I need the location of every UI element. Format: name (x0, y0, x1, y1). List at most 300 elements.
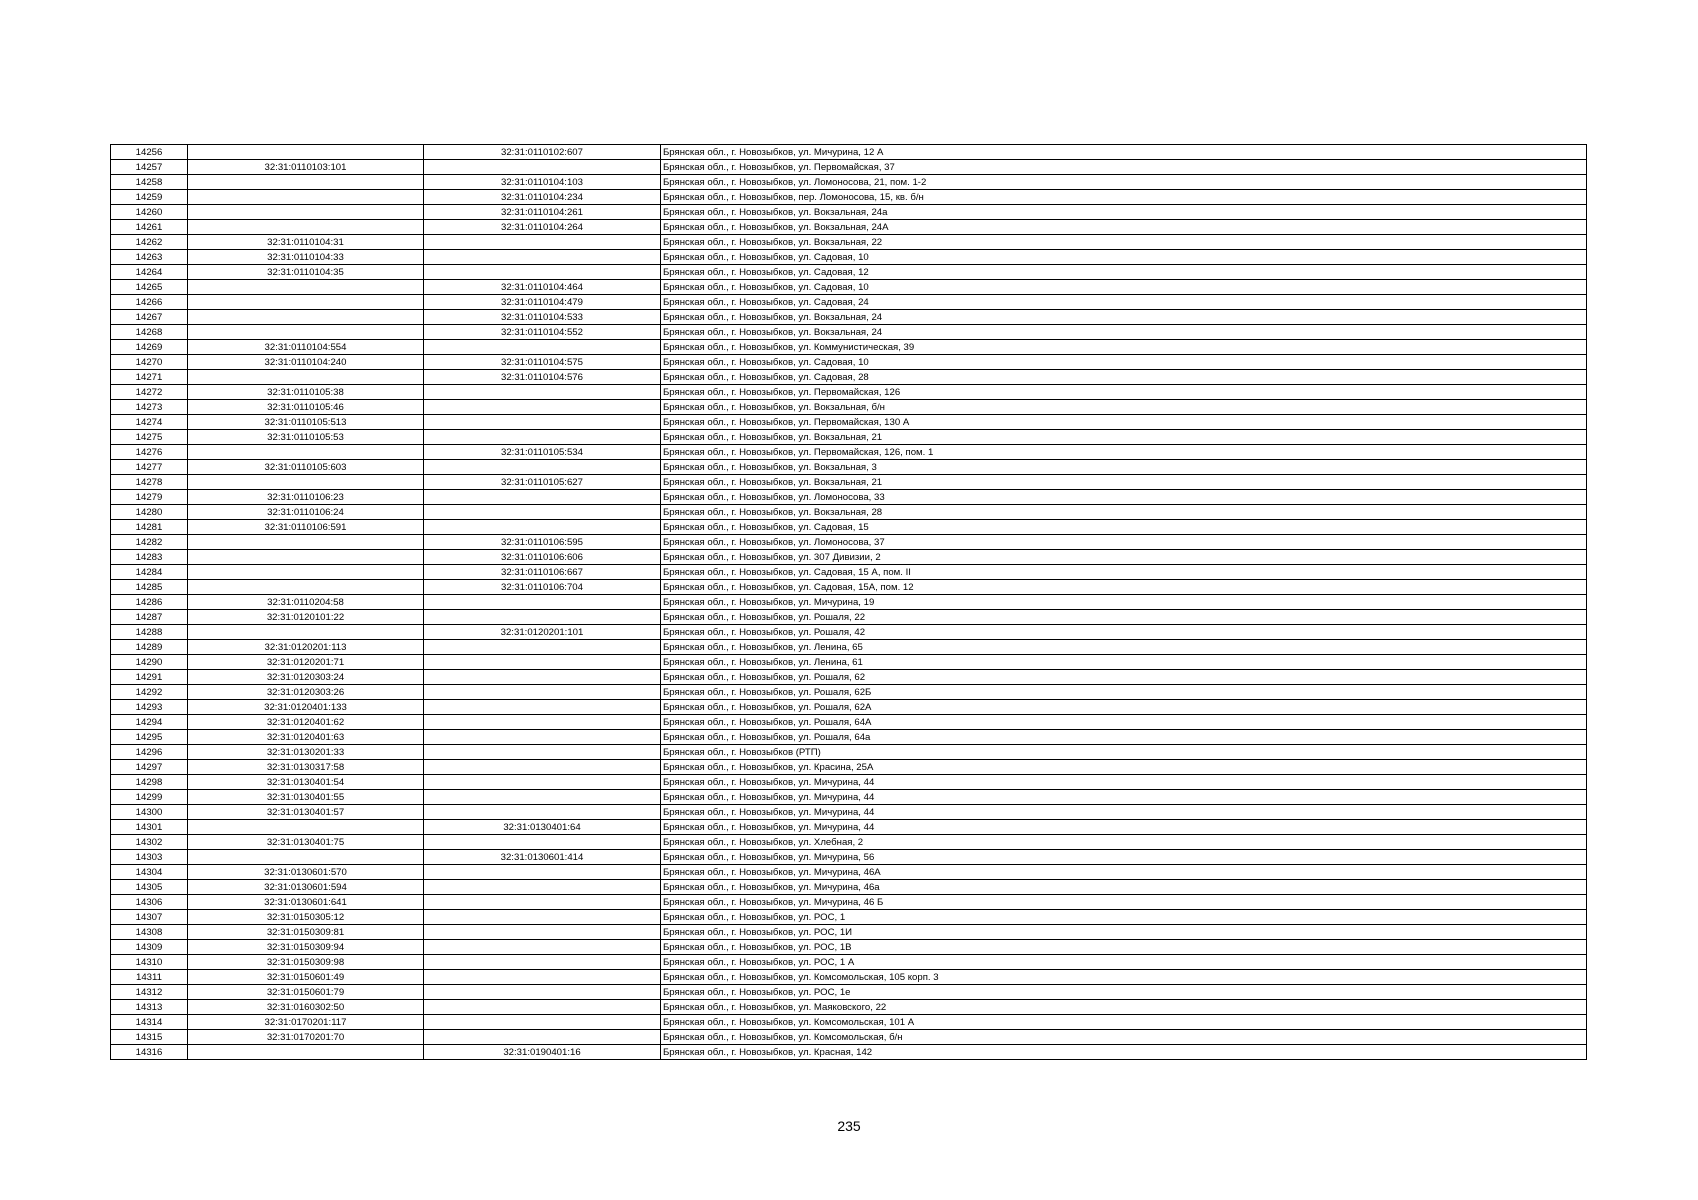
address-cell: Брянская обл., г. Новозыбков, ул. Рошаля, 62Б (661, 685, 1587, 700)
table-row (111, 535, 1587, 550)
cadastral-number-cell (188, 565, 424, 580)
address-cell: Брянская обл., г. Новозыбков, ул. 307 Дивизии, 2 (661, 550, 1587, 565)
table-row (111, 1030, 1587, 1045)
row-number-cell: 14304 (111, 865, 188, 880)
registry-table (110, 144, 1587, 1060)
row-number-cell: 14313 (111, 1000, 188, 1015)
cadastral-number-alt-cell (424, 760, 661, 775)
cadastral-number-cell: 32:31:0120201:71 (188, 655, 424, 670)
cadastral-number-cell: 32:31:0110103:101 (188, 160, 424, 175)
row-number-cell: 14278 (111, 475, 188, 490)
cadastral-number-cell: 32:31:0170201:70 (188, 1030, 424, 1045)
address-cell: Брянская обл., г. Новозыбков, ул. Вокзальная, 22 (661, 235, 1587, 250)
address-cell: Брянская обл., г. Новозыбков, ул. Вокзальная, 21 (661, 475, 1587, 490)
row-number-cell: 14277 (111, 460, 188, 475)
row-number-cell: 14301 (111, 820, 188, 835)
table-row (111, 310, 1587, 325)
address-cell: Брянская обл., г. Новозыбков, ул. Вокзальная, 24А (661, 220, 1587, 235)
table-row (111, 985, 1587, 1000)
cadastral-number-alt-cell (424, 895, 661, 910)
row-number-cell: 14302 (111, 835, 188, 850)
table-row (111, 655, 1587, 670)
cadastral-number-cell (188, 175, 424, 190)
cadastral-number-alt-cell: 32:31:0110104:533 (424, 310, 661, 325)
page-number: 235 (837, 1118, 861, 1134)
row-number-cell: 14283 (111, 550, 188, 565)
table-row (111, 595, 1587, 610)
address-cell: Брянская обл., г. Новозыбков, ул. Садовая, 15 А, пом. II (661, 565, 1587, 580)
address-cell: Брянская обл., г. Новозыбков, ул. Рошаля, 62 (661, 670, 1587, 685)
row-number-cell: 14290 (111, 655, 188, 670)
row-number-cell: 14288 (111, 625, 188, 640)
table-row (111, 445, 1587, 460)
row-number-cell: 14281 (111, 520, 188, 535)
table-row (111, 160, 1587, 175)
cadastral-number-alt-cell (424, 775, 661, 790)
row-number-cell: 14282 (111, 535, 188, 550)
cadastral-number-alt-cell (424, 520, 661, 535)
cadastral-number-alt-cell: 32:31:0110104:552 (424, 325, 661, 340)
address-cell: Брянская обл., г. Новозыбков, ул. Комсомольская, 101 А (661, 1015, 1587, 1030)
row-number-cell: 14285 (111, 580, 188, 595)
cadastral-number-cell: 32:31:0130601:594 (188, 880, 424, 895)
address-cell: Брянская обл., г. Новозыбков, ул. Комсомольская, 105 корп. 3 (661, 970, 1587, 985)
row-number-cell: 14270 (111, 355, 188, 370)
cadastral-number-alt-cell (424, 1030, 661, 1045)
table-row (111, 955, 1587, 970)
cadastral-number-cell (188, 625, 424, 640)
row-number-cell: 14275 (111, 430, 188, 445)
cadastral-number-alt-cell (424, 430, 661, 445)
row-number-cell: 14280 (111, 505, 188, 520)
row-number-cell: 14311 (111, 970, 188, 985)
table-row (111, 910, 1587, 925)
table-row (111, 340, 1587, 355)
row-number-cell: 14256 (111, 145, 188, 160)
address-cell: Брянская обл., г. Новозыбков, ул. Ломоносова, 33 (661, 490, 1587, 505)
table-row (111, 430, 1587, 445)
row-number-cell: 14260 (111, 205, 188, 220)
address-cell: Брянская обл., г. Новозыбков, ул. Красная, 142 (661, 1045, 1587, 1060)
cadastral-number-alt-cell: 32:31:0110106:704 (424, 580, 661, 595)
address-cell: Брянская обл., г. Новозыбков, ул. Вокзальная, 24а (661, 205, 1587, 220)
address-cell: Брянская обл., г. Новозыбков, ул. Первомайская, 126 (661, 385, 1587, 400)
cadastral-number-cell (188, 295, 424, 310)
cadastral-number-alt-cell (424, 730, 661, 745)
cadastral-number-cell: 32:31:0150305:12 (188, 910, 424, 925)
cadastral-number-cell: 32:31:0150309:94 (188, 940, 424, 955)
row-number-cell: 14284 (111, 565, 188, 580)
row-number-cell: 14309 (111, 940, 188, 955)
table-row (111, 250, 1587, 265)
row-number-cell: 14261 (111, 220, 188, 235)
cadastral-number-alt-cell: 32:31:0110104:464 (424, 280, 661, 295)
address-cell: Брянская обл., г. Новозыбков, ул. Садовая, 10 (661, 355, 1587, 370)
address-cell: Брянская обл., г. Новозыбков, ул. РОС, 1 А (661, 955, 1587, 970)
table-row (111, 370, 1587, 385)
cadastral-number-alt-cell (424, 415, 661, 430)
cadastral-number-alt-cell (424, 610, 661, 625)
address-cell: Брянская обл., г. Новозыбков, ул. Вокзальная, 21 (661, 430, 1587, 445)
table-row (111, 460, 1587, 475)
cadastral-number-cell: 32:31:0110104:31 (188, 235, 424, 250)
table-row (111, 505, 1587, 520)
address-cell: Брянская обл., г. Новозыбков, ул. Мичурина, 44 (661, 790, 1587, 805)
cadastral-number-cell (188, 370, 424, 385)
table-row (111, 385, 1587, 400)
address-cell: Брянская обл., г. Новозыбков, ул. Вокзальная, 28 (661, 505, 1587, 520)
cadastral-number-cell: 32:31:0130601:570 (188, 865, 424, 880)
cadastral-number-cell: 32:31:0110106:23 (188, 490, 424, 505)
address-cell: Брянская обл., г. Новозыбков, пер. Ломоносова, 15, кв. б/н (661, 190, 1587, 205)
table-row (111, 670, 1587, 685)
cadastral-number-alt-cell (424, 940, 661, 955)
table-row (111, 715, 1587, 730)
cadastral-number-cell: 32:31:0110106:591 (188, 520, 424, 535)
table-row (111, 1000, 1587, 1015)
cadastral-number-alt-cell (424, 400, 661, 415)
cadastral-number-alt-cell: 32:31:0130601:414 (424, 850, 661, 865)
table-row (111, 415, 1587, 430)
cadastral-number-cell (188, 325, 424, 340)
table-row (111, 820, 1587, 835)
cadastral-number-alt-cell (424, 340, 661, 355)
cadastral-number-alt-cell: 32:31:0110106:606 (424, 550, 661, 565)
cadastral-number-cell (188, 310, 424, 325)
cadastral-number-alt-cell (424, 160, 661, 175)
address-cell: Брянская обл., г. Новозыбков, ул. Красина, 25А (661, 760, 1587, 775)
cadastral-number-cell (188, 580, 424, 595)
row-number-cell: 14268 (111, 325, 188, 340)
cadastral-number-alt-cell: 32:31:0110104:103 (424, 175, 661, 190)
table-row (111, 730, 1587, 745)
row-number-cell: 14314 (111, 1015, 188, 1030)
cadastral-number-alt-cell: 32:31:0120201:101 (424, 625, 661, 640)
address-cell: Брянская обл., г. Новозыбков, ул. Мичурина, 44 (661, 775, 1587, 790)
table-row (111, 790, 1587, 805)
cadastral-number-alt-cell (424, 790, 661, 805)
table-row (111, 610, 1587, 625)
address-cell: Брянская обл., г. Новозыбков, ул. Первомайская, 126, пом. 1 (661, 445, 1587, 460)
cadastral-number-cell: 32:31:0110104:554 (188, 340, 424, 355)
cadastral-number-alt-cell (424, 640, 661, 655)
row-number-cell: 14296 (111, 745, 188, 760)
row-number-cell: 14266 (111, 295, 188, 310)
row-number-cell: 14259 (111, 190, 188, 205)
cadastral-number-cell: 32:31:0110105:38 (188, 385, 424, 400)
table-row (111, 835, 1587, 850)
cadastral-number-cell (188, 205, 424, 220)
table-row (111, 520, 1587, 535)
table-row (111, 355, 1587, 370)
table-row (111, 895, 1587, 910)
cadastral-number-cell (188, 190, 424, 205)
table-row (111, 190, 1587, 205)
cadastral-number-alt-cell (424, 700, 661, 715)
cadastral-number-cell (188, 280, 424, 295)
table-row (111, 400, 1587, 415)
row-number-cell: 14316 (111, 1045, 188, 1060)
table-row (111, 1045, 1587, 1060)
address-cell: Брянская обл., г. Новозыбков, ул. Первомайская, 37 (661, 160, 1587, 175)
row-number-cell: 14262 (111, 235, 188, 250)
cadastral-number-cell (188, 475, 424, 490)
row-number-cell: 14291 (111, 670, 188, 685)
table-row (111, 925, 1587, 940)
cadastral-number-cell: 32:31:0130401:54 (188, 775, 424, 790)
address-cell: Брянская обл., г. Новозыбков, ул. Садовая, 24 (661, 295, 1587, 310)
cadastral-number-cell: 32:31:0150601:79 (188, 985, 424, 1000)
row-number-cell: 14310 (111, 955, 188, 970)
address-cell: Брянская обл., г. Новозыбков, ул. Мичурина, 44 (661, 820, 1587, 835)
address-cell: Брянская обл., г. Новозыбков, ул. Хлебная, 2 (661, 835, 1587, 850)
table-row (111, 490, 1587, 505)
address-cell: Брянская обл., г. Новозыбков, ул. Мичурина, 19 (661, 595, 1587, 610)
address-cell: Брянская обл., г. Новозыбков, ул. Мичурина, 12 А (661, 145, 1587, 160)
cadastral-number-cell: 32:31:0110105:603 (188, 460, 424, 475)
cadastral-number-alt-cell (424, 235, 661, 250)
cadastral-number-alt-cell (424, 865, 661, 880)
address-cell: Брянская обл., г. Новозыбков (РТП) (661, 745, 1587, 760)
table-row (111, 760, 1587, 775)
row-number-cell: 14267 (111, 310, 188, 325)
table-row (111, 550, 1587, 565)
cadastral-number-cell: 32:31:0110104:240 (188, 355, 424, 370)
cadastral-number-alt-cell: 32:31:0130401:64 (424, 820, 661, 835)
row-number-cell: 14298 (111, 775, 188, 790)
cadastral-number-alt-cell: 32:31:0110105:534 (424, 445, 661, 460)
row-number-cell: 14263 (111, 250, 188, 265)
cadastral-number-cell: 32:31:0130401:57 (188, 805, 424, 820)
row-number-cell: 14286 (111, 595, 188, 610)
row-number-cell: 14276 (111, 445, 188, 460)
address-cell: Брянская обл., г. Новозыбков, ул. Вокзальная, 24 (661, 310, 1587, 325)
table-row (111, 235, 1587, 250)
row-number-cell: 14274 (111, 415, 188, 430)
row-number-cell: 14294 (111, 715, 188, 730)
address-cell: Брянская обл., г. Новозыбков, ул. Первомайская, 130 А (661, 415, 1587, 430)
address-cell: Брянская обл., г. Новозыбков, ул. Вокзальная, б/н (661, 400, 1587, 415)
cadastral-number-alt-cell (424, 490, 661, 505)
cadastral-number-cell: 32:31:0160302:50 (188, 1000, 424, 1015)
row-number-cell: 14315 (111, 1030, 188, 1045)
address-cell: Брянская обл., г. Новозыбков, ул. Мичурина, 46а (661, 880, 1587, 895)
address-cell: Брянская обл., г. Новозыбков, ул. Ломоносова, 37 (661, 535, 1587, 550)
address-cell: Брянская обл., г. Новозыбков, ул. Садовая, 10 (661, 250, 1587, 265)
cadastral-number-cell: 32:31:0170201:117 (188, 1015, 424, 1030)
cadastral-number-cell: 32:31:0120401:62 (188, 715, 424, 730)
cadastral-number-alt-cell (424, 655, 661, 670)
cadastral-number-alt-cell (424, 265, 661, 280)
cadastral-number-alt-cell (424, 385, 661, 400)
cadastral-number-alt-cell (424, 745, 661, 760)
table-row (111, 145, 1587, 160)
cadastral-number-alt-cell (424, 715, 661, 730)
cadastral-number-alt-cell (424, 460, 661, 475)
row-number-cell: 14295 (111, 730, 188, 745)
table-row (111, 205, 1587, 220)
cadastral-number-alt-cell: 32:31:0110105:627 (424, 475, 661, 490)
cadastral-number-alt-cell (424, 685, 661, 700)
cadastral-number-cell: 32:31:0130601:641 (188, 895, 424, 910)
address-cell: Брянская обл., г. Новозыбков, ул. Рошаля, 62А (661, 700, 1587, 715)
address-cell: Брянская обл., г. Новозыбков, ул. Мичурина, 44 (661, 805, 1587, 820)
table-row (111, 475, 1587, 490)
row-number-cell: 14264 (111, 265, 188, 280)
registry-table-body (111, 145, 1587, 1060)
cadastral-number-cell: 32:31:0150309:98 (188, 955, 424, 970)
cadastral-number-cell: 32:31:0110106:24 (188, 505, 424, 520)
table-row (111, 265, 1587, 280)
row-number-cell: 14287 (111, 610, 188, 625)
row-number-cell: 14269 (111, 340, 188, 355)
cadastral-number-alt-cell (424, 925, 661, 940)
cadastral-number-alt-cell: 32:31:0110106:667 (424, 565, 661, 580)
cadastral-number-alt-cell (424, 880, 661, 895)
address-cell: Брянская обл., г. Новозыбков, ул. Мичурина, 46 Б (661, 895, 1587, 910)
address-cell: Брянская обл., г. Новозыбков, ул. Мичурина, 46А (661, 865, 1587, 880)
cadastral-number-alt-cell (424, 1000, 661, 1015)
table-row (111, 175, 1587, 190)
cadastral-number-alt-cell (424, 985, 661, 1000)
cadastral-number-alt-cell (424, 250, 661, 265)
table-row (111, 640, 1587, 655)
row-number-cell: 14271 (111, 370, 188, 385)
cadastral-number-alt-cell: 32:31:0110104:575 (424, 355, 661, 370)
cadastral-number-alt-cell (424, 505, 661, 520)
address-cell: Брянская обл., г. Новозыбков, ул. Садовая, 15 (661, 520, 1587, 535)
address-cell: Брянская обл., г. Новозыбков, ул. РОС, 1е (661, 985, 1587, 1000)
table-row (111, 805, 1587, 820)
address-cell: Брянская обл., г. Новозыбков, ул. Рошаля, 42 (661, 625, 1587, 640)
address-cell: Брянская обл., г. Новозыбков, ул. Рошаля, 64а (661, 730, 1587, 745)
row-number-cell: 14265 (111, 280, 188, 295)
address-cell: Брянская обл., г. Новозыбков, ул. Ломоносова, 21, пом. 1-2 (661, 175, 1587, 190)
table-row (111, 700, 1587, 715)
table-row (111, 325, 1587, 340)
address-cell: Брянская обл., г. Новозыбков, ул. Ленина, 65 (661, 640, 1587, 655)
cadastral-number-cell: 32:31:0150601:49 (188, 970, 424, 985)
row-number-cell: 14289 (111, 640, 188, 655)
table-row (111, 625, 1587, 640)
address-cell: Брянская обл., г. Новозыбков, ул. Садовая, 28 (661, 370, 1587, 385)
cadastral-number-alt-cell: 32:31:0110106:595 (424, 535, 661, 550)
cadastral-number-cell (188, 550, 424, 565)
row-number-cell: 14305 (111, 880, 188, 895)
table-row (111, 220, 1587, 235)
cadastral-number-alt-cell (424, 595, 661, 610)
row-number-cell: 14307 (111, 910, 188, 925)
row-number-cell: 14303 (111, 850, 188, 865)
row-number-cell: 14272 (111, 385, 188, 400)
cadastral-number-cell (188, 820, 424, 835)
table-row (111, 850, 1587, 865)
cadastral-number-alt-cell (424, 835, 661, 850)
cadastral-number-alt-cell (424, 1015, 661, 1030)
address-cell: Брянская обл., г. Новозыбков, ул. Коммунистическая, 39 (661, 340, 1587, 355)
cadastral-number-cell (188, 1045, 424, 1060)
cadastral-number-cell: 32:31:0120401:63 (188, 730, 424, 745)
address-cell: Брянская обл., г. Новозыбков, ул. Мичурина, 56 (661, 850, 1587, 865)
address-cell: Брянская обл., г. Новозыбков, ул. Маяковского, 22 (661, 1000, 1587, 1015)
cadastral-number-cell: 32:31:0130401:75 (188, 835, 424, 850)
cadastral-number-cell: 32:31:0110105:46 (188, 400, 424, 415)
cadastral-number-alt-cell: 32:31:0110102:607 (424, 145, 661, 160)
cadastral-number-cell (188, 145, 424, 160)
table-row (111, 775, 1587, 790)
address-cell: Брянская обл., г. Новозыбков, ул. Вокзальная, 24 (661, 325, 1587, 340)
address-cell: Брянская обл., г. Новозыбков, ул. Садовая, 12 (661, 265, 1587, 280)
row-number-cell: 14300 (111, 805, 188, 820)
table-row (111, 865, 1587, 880)
cadastral-number-alt-cell: 32:31:0110104:264 (424, 220, 661, 235)
row-number-cell: 14312 (111, 985, 188, 1000)
table-row (111, 745, 1587, 760)
cadastral-number-alt-cell: 32:31:0110104:479 (424, 295, 661, 310)
table-row (111, 940, 1587, 955)
cadastral-number-alt-cell: 32:31:0110104:576 (424, 370, 661, 385)
cadastral-number-cell: 32:31:0110104:35 (188, 265, 424, 280)
row-number-cell: 14293 (111, 700, 188, 715)
address-cell: Брянская обл., г. Новозыбков, ул. Вокзальная, 3 (661, 460, 1587, 475)
cadastral-number-alt-cell: 32:31:0110104:234 (424, 190, 661, 205)
table-row (111, 880, 1587, 895)
cadastral-number-alt-cell (424, 970, 661, 985)
row-number-cell: 14306 (111, 895, 188, 910)
cadastral-number-cell: 32:31:0130317:58 (188, 760, 424, 775)
cadastral-number-cell: 32:31:0130201:33 (188, 745, 424, 760)
address-cell: Брянская обл., г. Новозыбков, ул. РОС, 1В (661, 940, 1587, 955)
cadastral-number-cell (188, 535, 424, 550)
cadastral-number-alt-cell (424, 955, 661, 970)
cadastral-number-alt-cell (424, 910, 661, 925)
table-row (111, 1015, 1587, 1030)
cadastral-number-cell: 32:31:0120101:22 (188, 610, 424, 625)
row-number-cell: 14299 (111, 790, 188, 805)
row-number-cell: 14297 (111, 760, 188, 775)
address-cell: Брянская обл., г. Новозыбков, ул. РОС, 1И (661, 925, 1587, 940)
table-row (111, 280, 1587, 295)
cadastral-number-cell: 32:31:0120201:113 (188, 640, 424, 655)
table-row (111, 565, 1587, 580)
table-row (111, 295, 1587, 310)
address-cell: Брянская обл., г. Новозыбков, ул. Рошаля, 22 (661, 610, 1587, 625)
table-row (111, 685, 1587, 700)
cadastral-number-alt-cell (424, 805, 661, 820)
cadastral-number-cell (188, 220, 424, 235)
address-cell: Брянская обл., г. Новозыбков, ул. Садовая, 10 (661, 280, 1587, 295)
address-cell: Брянская обл., г. Новозыбков, ул. Рошаля, 64А (661, 715, 1587, 730)
address-cell: Брянская обл., г. Новозыбков, ул. Комсомольская, б/н (661, 1030, 1587, 1045)
row-number-cell: 14292 (111, 685, 188, 700)
cadastral-number-cell: 32:31:0130401:55 (188, 790, 424, 805)
cadastral-number-alt-cell: 32:31:0190401:16 (424, 1045, 661, 1060)
address-cell: Брянская обл., г. Новозыбков, ул. Садовая, 15А, пом. 12 (661, 580, 1587, 595)
cadastral-number-cell: 32:31:0120401:133 (188, 700, 424, 715)
cadastral-number-alt-cell: 32:31:0110104:261 (424, 205, 661, 220)
row-number-cell: 14308 (111, 925, 188, 940)
cadastral-number-cell: 32:31:0110204:58 (188, 595, 424, 610)
cadastral-number-cell: 32:31:0120303:26 (188, 685, 424, 700)
cadastral-number-cell: 32:31:0110104:33 (188, 250, 424, 265)
row-number-cell: 14258 (111, 175, 188, 190)
cadastral-number-cell: 32:31:0110105:513 (188, 415, 424, 430)
cadastral-number-cell (188, 445, 424, 460)
cadastral-number-cell: 32:31:0110105:53 (188, 430, 424, 445)
row-number-cell: 14273 (111, 400, 188, 415)
address-cell: Брянская обл., г. Новозыбков, ул. РОС, 1 (661, 910, 1587, 925)
cadastral-number-cell (188, 850, 424, 865)
